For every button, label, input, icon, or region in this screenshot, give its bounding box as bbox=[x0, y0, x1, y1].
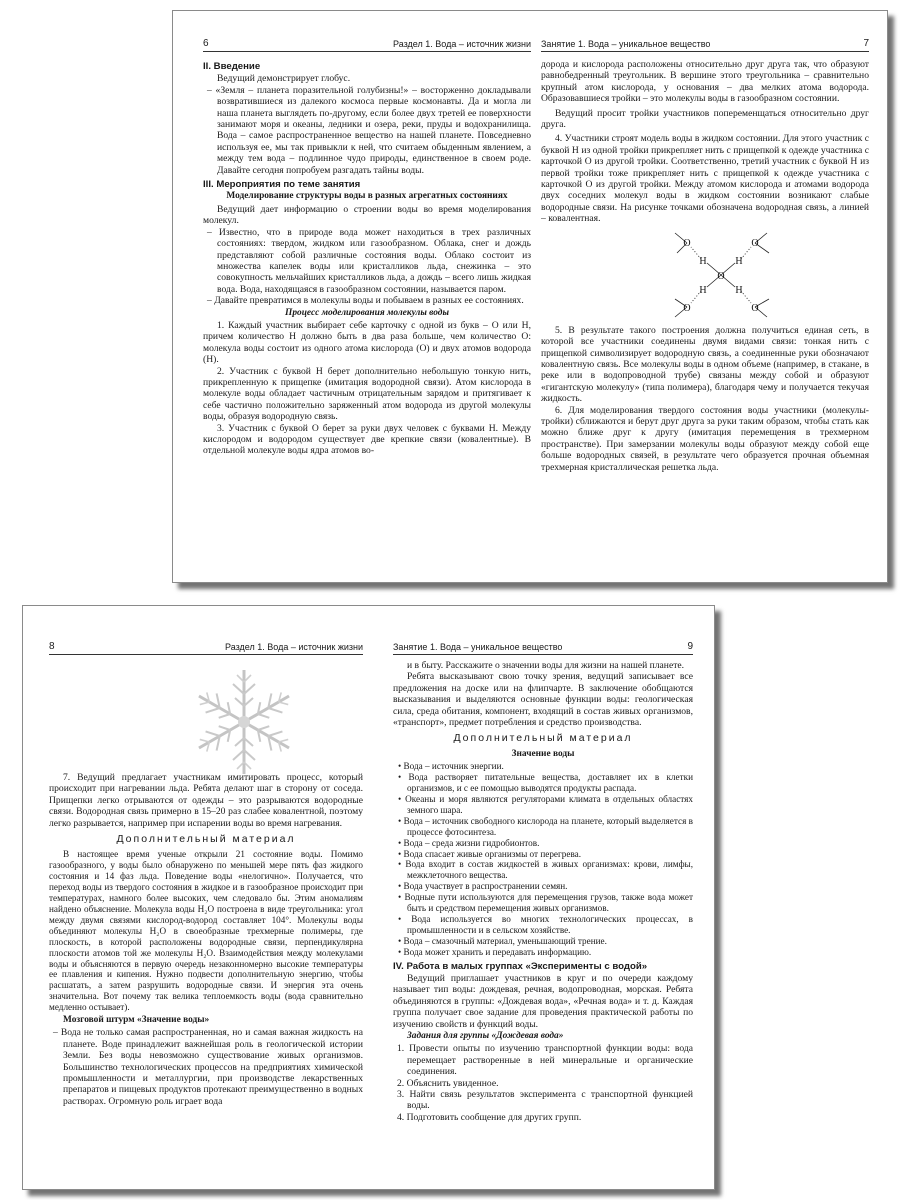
page-7 bbox=[541, 11, 869, 582]
subheading: Процесс моделирования молекулы воды bbox=[285, 307, 449, 318]
section-heading: III. Мероприятия по теме занятия bbox=[203, 179, 361, 191]
paragraph: В настоящее время ученые открыли 21 состояние воды. Помимо газообразного, у воды было обнаружено по меньшей мере пять фаз жидкого состояния и 14 фаз льда. Поведение воды «нелогично». Получается, что переход воды из твердого состояния в жидкое и в газообразное происходит при температурах, намного более высоких, чем следовало бы. Этим аномалиям найдено объяснение. Молекула воды H₂O построена в виде треугольника: угол между двумя связями кислород-водород составляет 104°. Молекулы воды объединяют молекулы H₂O в своеобразные трехмерные полимеры, где плоскость, в которой расположены водородные связи, перпендикулярна плоскости атомов той же молекулы H₂O. Взаимодействия между молекулами воды и объясняются в первую очередь незаконномерно высокие температуры ее плавления и кипения. Нужно подвести дополнительную энергию, чтобы расшатать, а затем разрушить водородные связи. И энергия эта очень значительна. Вот почему так велика теплоемкость воды (вода сравнительно медленно остывает). bbox=[49, 849, 363, 1013]
section-heading: Дополнительный материал bbox=[453, 732, 633, 745]
page-8 bbox=[49, 606, 363, 1189]
paragraph: 7. Ведущий предлагает участникам имитировать процесс, который происходит при нагревании льда. Ребята делают шаг в сторону от соседа. Прищепки легко отрываются от одежды – это разрываются водородные связи. Водородная связь примерно в 15–20 раз слабее ковалентной, поэтому легко разрывается, например при испарении воды во время нагревания. bbox=[49, 772, 363, 829]
paragraph: и в быту. Расскажите о значении воды для жизни на нашей планете. bbox=[407, 660, 685, 671]
paragraph: – «Земля – планета поразительной голубизны!» – восторженно докладывали возвратившиеся из далекого космоса первые космонавты. Да и могла ли наша планета выглядеть по-другому, если более двух третей ее поверхности занимают моря и океаны, ледники и озера, реки, пруды и водохранилища. Вода – самое распространенное вещество на нашей планете. Повседневно используя ее, мы так привыкли к ней, что считаем обыденным явлением, а между тем вода – подлинное чудо природы, единственное в своем роде. Давайте сегодня попробуем разгадать тайны воды. bbox=[207, 84, 531, 176]
page-number: 7 bbox=[863, 38, 869, 49]
list-item: • Вода входит в состав жидкостей в живых организмах: крови, лимфы, межклеточного вещества. bbox=[398, 859, 693, 881]
value-list bbox=[393, 761, 693, 957]
page-header bbox=[541, 37, 869, 52]
running-head: Занятие 1. Вода – уникальное вещество bbox=[393, 642, 563, 652]
atom-o: O bbox=[751, 302, 759, 314]
page-header bbox=[203, 37, 531, 52]
list-item: • Океаны и моря являются регуляторами климата в отдельных областях земного шара. bbox=[398, 793, 693, 815]
page-9 bbox=[393, 606, 693, 1189]
paragraph: 5. В результате такого построения должна получиться единая сеть, в которой все участники соединены двумя видами связи: тонкая нить с прищепкой символизирует водородную связь, а соединенные руки обозначают ковалентную связь. Все молекулы воды в одном объеме (например, в стакане, в реке или в водопроводной трубе) связаны между собой и образуют «гигантскую молекулу» (типа полимера), благодаря чему и получается текучая жидкость. bbox=[541, 324, 869, 405]
page-number: 9 bbox=[687, 641, 693, 652]
atom-h: H bbox=[699, 284, 707, 296]
book-spread-bottom bbox=[22, 605, 715, 1190]
paragraph: Ведущий дает информацию о строении воды во время моделирования молекул. bbox=[203, 203, 531, 227]
snowflake-illustration bbox=[174, 662, 314, 782]
running-head: Раздел 1. Вода – источник жизни bbox=[393, 39, 531, 49]
page-number: 8 bbox=[49, 641, 55, 652]
paragraph: 2. Участник с буквой Н берет дополнительно небольшую тонкую нить, прикрепленную к прищепке (имитация водородной связи). Атом кислорода в молекуле воды обладает частичным отрицательным зарядом и притягивает к себе частично положительно заряженный атом водорода из другой молекулы воды, образуя водородную связь. bbox=[203, 365, 531, 423]
page-body bbox=[49, 772, 363, 1107]
subheading: Моделирование структуры воды в разных агрегатных состояниях bbox=[226, 191, 508, 202]
atom-o: O bbox=[751, 237, 759, 249]
list-item: • Вода может хранить и передавать информацию. bbox=[398, 946, 592, 957]
paragraph: 4. Участники строят модель воды в жидком состоянии. Для этого участник с буквой Н из одной тройки прикрепляет нить с прищепкой к одежде участника с карточкой О из другой тройки. Соответственно, третий участник с буквой Н из первой тройки тоже прикрепляет нить с прищепкой к одежде участника с карточкой О из другой тройки. Между атомом кислорода и атомами водорода двух соседних молекул воды в жидком состоянии возникают слабые водородные связи. На рисунке точками обозначена водородная связь, а линией – ковалентная. bbox=[541, 133, 869, 225]
list-item: 1. Провести опыты по изучению транспортной функции воды: вода перемещает растворенные в ней минеральные и органические соединения. bbox=[397, 1043, 693, 1078]
atom-o: O bbox=[683, 302, 691, 314]
section-heading: Дополнительный материал bbox=[116, 833, 296, 846]
atom-o: O bbox=[717, 270, 725, 282]
list-item: • Вода используется во многих технологических процессах, в промышленности и в сельском хозяйстве. bbox=[398, 913, 693, 935]
page-body bbox=[393, 660, 693, 1123]
list-item: • Водные пути используются для перемещения грузов, также вода может быть и средством перемещения живых организмов. bbox=[398, 892, 693, 914]
paragraph: 1. Каждый участник выбирает себе карточку с одной из букв – О или Н, причем количество Н должно быть в два раза больше, чем количество О: молекула воды состоит из одного атома кислорода (О) и двух атомов водорода (Н). bbox=[203, 319, 531, 366]
list-item: • Вода – источник свободного кислорода на планете, который выделяется в процессе фотосинтеза. bbox=[398, 815, 693, 837]
page-body bbox=[541, 59, 869, 473]
paragraph: Ведущий демонстрирует глобус. bbox=[217, 73, 351, 85]
paragraph: Ребята высказывают свою точку зрения, ведущий записывает все предложения на доске или на флипчарте. В заключение обобщаются высказывания и выделяются основные функции воды: геологическая сила, среда обитания, компонент, входящий в состав живых организмов, «транспорт», предмет потребления и средство производства. bbox=[393, 671, 693, 729]
paragraph: Ведущий просит тройки участников попеременщаться относительно друг друга. bbox=[541, 107, 869, 131]
list-item: • Вода участвует в распространении семян. bbox=[398, 881, 568, 892]
page-6 bbox=[203, 11, 531, 582]
paragraph: – Известно, что в природе вода может находиться в трех различных состояниях: твердом, жидком или газообразном. Облака, снег и дождь представляют собой различные состояния воды. Облако состоит из множества капелек воды или кристалликов льда, снежинка – это совокупность мельчайших кристалликов льда, а дождь – всего лишь жидкая вода. Вода, находящаяся в газообразном состоянии, называется паром. bbox=[207, 226, 531, 295]
hydrogen-bond-diagram bbox=[541, 225, 869, 325]
list-item: 2. Объяснить увиденное. bbox=[397, 1077, 499, 1089]
paragraph: – Вода не только самая распространенная, но и самая важная жидкость на планете. Воде принадлежит важнейшая роль в геологической истории Земли. Без воды невозможно существование живых организмов. Большинство технологических процессов на предприятиях химической промышленности и металлургии, при производстве лекарственных препаратов и пищевых продуктов протекают преимущественно в водных растворах. Огромную роль играет вода bbox=[53, 1027, 363, 1107]
running-head: Занятие 1. Вода – уникальное вещество bbox=[541, 39, 711, 49]
list-item: • Вода – смазочный материал, уменьшающий трение. bbox=[398, 935, 607, 946]
snowflake-icon bbox=[174, 662, 314, 782]
section-heading: IV. Работа в малых группах «Эксперименты с водой» bbox=[393, 960, 648, 972]
list-item: • Вода – среда жизни гидробионтов. bbox=[398, 837, 540, 848]
list-item: 3. Найти связь результатов эксперимента с транспортной функцией воды. bbox=[397, 1089, 693, 1112]
running-head: Раздел 1. Вода – источник жизни bbox=[225, 642, 363, 652]
subheading: Мозговой штурм «Значение воды» bbox=[63, 1015, 210, 1026]
list-item: 4. Подготовить сообщение для других групп. bbox=[397, 1111, 582, 1123]
page-number: 6 bbox=[203, 38, 209, 49]
subheading: Значение воды bbox=[511, 748, 575, 759]
list-item: • Вода – источник энергии. bbox=[398, 761, 504, 772]
page-header bbox=[49, 640, 363, 655]
list-item: • Вода растворяет питательные вещества, доставляет их в клетки организмов, и с ее помощью выводятся продукты распада. bbox=[398, 772, 693, 794]
subheading: Задания для группы «Дождевая вода» bbox=[407, 1031, 564, 1041]
section-heading: II. Введение bbox=[203, 61, 261, 72]
page-body bbox=[203, 59, 531, 457]
atom-h: H bbox=[735, 255, 743, 267]
atom-o: O bbox=[683, 237, 691, 249]
paragraph: – Давайте превратимся в молекулы воды и побываем в разных ее состояниях. bbox=[207, 295, 524, 307]
list-item: • Вода спасает живые организмы от перегрева. bbox=[398, 848, 582, 859]
task-list bbox=[393, 1043, 693, 1123]
paragraph: Ведущий приглашает участников в круг и по очереди каждому называет тип воды: дождевая, речная, водопроводная, морская. Ребята объединяются в группы: «Дождевая вода», «Речная вода» и т. д. Каждая группа получает свое задание для проведения практической работы по изучению свойств и функций воды. bbox=[393, 972, 693, 1030]
atom-h: H bbox=[735, 284, 743, 296]
page-header bbox=[393, 640, 693, 655]
paragraph: дорода и кислорода расположены относительно друг друга так, что образуют равнобедренный треугольник. В вершине этого треугольника – сравнительно крупный атом кислорода, у основания – два мелких атома водорода. Образовавшиеся тройки – это молекулы воды в газообразном состоянии. bbox=[541, 59, 869, 105]
paragraph: 3. Участник с буквой О берет за руки двух человек с буквами Н. Между кислородом и водородом существует две крепкие связи (ковалентные). В отдельной молекуле воды ядра атомов во- bbox=[203, 422, 531, 457]
paragraph: 6. Для моделирования твердого состояния воды участники (молекулы-тройки) сближаются и берут друг друга за руки таким образом, чтобы стать как можно ближе друг к другу (имитация перемещения в трехмерном пространстве). При замерзании молекулы воды образуют между собой еще больше водородных связей, в результате чего образуется прочная объемная трехмерная кристаллическая решетка льда. bbox=[541, 404, 869, 473]
atom-h: H bbox=[699, 255, 707, 267]
water-molecules-diagram bbox=[541, 225, 869, 325]
book-spread-top bbox=[172, 10, 888, 583]
